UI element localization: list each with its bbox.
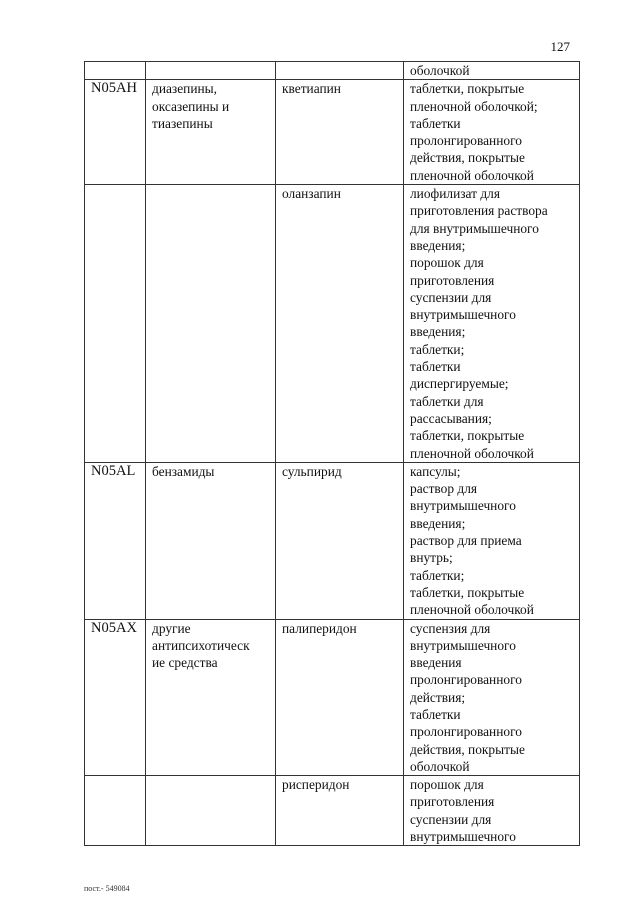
group-name-cell: [146, 80, 276, 185]
group-name-cell-line: диазепины,: [152, 81, 217, 97]
dosage-forms-cell-line: для внутримышечного: [410, 220, 539, 236]
dosage-forms-cell-line: диспергируемые;: [410, 376, 509, 392]
dosage-forms-cell-line: оболочкой: [410, 758, 470, 774]
dosage-forms-cell-line: внутримышечного: [410, 498, 516, 514]
table-row: [85, 619, 580, 776]
drug-name-cell: [276, 62, 404, 80]
dosage-forms-cell-line: раствор для приема: [410, 533, 522, 549]
dosage-forms-cell-line: внутримышечного: [410, 307, 516, 323]
dosage-forms-cell-line: приготовления: [410, 794, 495, 810]
dosage-forms-cell-line: таблетки: [410, 706, 461, 722]
dosage-forms-cell-line: пролонгированного: [410, 672, 522, 688]
group-name-cell: [146, 776, 276, 846]
dosage-forms-cell-line: таблетки: [410, 115, 461, 131]
dosage-forms-cell: [404, 619, 580, 776]
atc-code-cell: [85, 185, 146, 463]
dosage-forms-cell-line: действия, покрытые: [410, 741, 525, 757]
group-name-cell-line: бензамиды: [152, 463, 215, 479]
dosage-forms-cell-line: внутримышечного: [410, 829, 516, 845]
dosage-forms-cell-line: порошок для: [410, 777, 484, 793]
dosage-forms-cell: [404, 462, 580, 619]
dosage-forms-cell-line: пролонгированного: [410, 724, 522, 740]
dosage-forms-cell-line: введения;: [410, 515, 466, 531]
dosage-forms-cell-line: порошок для: [410, 255, 484, 271]
dosage-forms-cell-line: суспензия для: [410, 620, 491, 636]
dosage-forms-cell-line: введения: [410, 655, 462, 671]
group-name-cell: [146, 185, 276, 463]
table-row: [85, 80, 580, 185]
dosage-forms-cell: [404, 62, 580, 80]
dosage-forms-cell-line: действия;: [410, 689, 466, 705]
drug-table: [84, 61, 580, 846]
table-row: [85, 776, 580, 846]
group-name-cell-line: ие средства: [152, 655, 218, 671]
dosage-forms-cell-line: таблетки;: [410, 567, 465, 583]
group-name-cell: [146, 462, 276, 619]
drug-name-cell: палиперидон: [276, 619, 404, 776]
group-name-cell-line: тиазепины: [152, 115, 213, 131]
dosage-forms-cell: [404, 185, 580, 463]
dosage-forms-cell-line: таблетки, покрытые: [410, 81, 525, 97]
dosage-forms-cell-line: оболочкой: [410, 63, 470, 78]
dosage-forms-cell-line: таблетки, покрытые: [410, 584, 525, 600]
atc-code-cell: [85, 776, 146, 846]
dosage-forms-cell-line: раствор для: [410, 481, 478, 497]
dosage-forms-cell-line: таблетки для: [410, 393, 484, 409]
dosage-forms-cell-line: приготовления раствора: [410, 203, 548, 219]
table-row: [85, 185, 580, 463]
dosage-forms-cell-line: рассасывания;: [410, 410, 492, 426]
dosage-forms-cell-line: таблетки;: [410, 341, 465, 357]
page-number: 127: [550, 39, 570, 54]
dosage-forms-cell-line: таблетки, покрытые: [410, 428, 525, 444]
group-name-cell-line: другие: [152, 620, 191, 636]
table-row: [85, 462, 580, 619]
dosage-forms-cell-line: лиофилизат для: [410, 186, 500, 202]
dosage-forms-cell-line: таблетки: [410, 359, 461, 375]
dosage-forms-cell-line: приготовления: [410, 272, 495, 288]
atc-code-cell: N05AH: [85, 80, 146, 185]
atc-code-cell: N05AX: [85, 619, 146, 776]
table-row: [85, 62, 580, 80]
dosage-forms-cell-line: действия, покрытые: [410, 150, 525, 166]
group-name-cell: [146, 619, 276, 776]
dosage-forms-cell-line: суспензии для: [410, 811, 492, 827]
dosage-forms-cell-line: пленочной оболочкой: [410, 445, 534, 461]
dosage-forms-cell-line: введения;: [410, 324, 466, 340]
dosage-forms-cell-line: внутрь;: [410, 550, 453, 566]
dosage-forms-cell: [404, 80, 580, 185]
drug-name-cell: рисперидон: [276, 776, 404, 846]
drug-name-cell: кветиапин: [276, 80, 404, 185]
document-footer: пост.- 549084: [84, 884, 130, 893]
group-name-cell-line: антипсихотическ: [152, 637, 250, 653]
group-name-cell-line: оксазепины и: [152, 98, 230, 114]
dosage-forms-cell-line: введения;: [410, 237, 466, 253]
dosage-forms-cell-line: пленочной оболочкой;: [410, 98, 538, 114]
dosage-forms-cell-line: пролонгированного: [410, 133, 522, 149]
dosage-forms-cell-line: внутримышечного: [410, 637, 516, 653]
dosage-forms-cell-line: суспензии для: [410, 289, 492, 305]
atc-code-cell: [85, 62, 146, 80]
drug-name-cell: оланзапин: [276, 185, 404, 463]
atc-code-cell: N05AL: [85, 462, 146, 619]
dosage-forms-cell-line: пленочной оболочкой: [410, 167, 534, 183]
dosage-forms-cell: [404, 776, 580, 846]
group-name-cell: [146, 62, 276, 80]
drug-name-cell: сульпирид: [276, 462, 404, 619]
dosage-forms-cell-line: пленочной оболочкой: [410, 602, 534, 618]
dosage-forms-cell-line: капсулы;: [410, 463, 461, 479]
